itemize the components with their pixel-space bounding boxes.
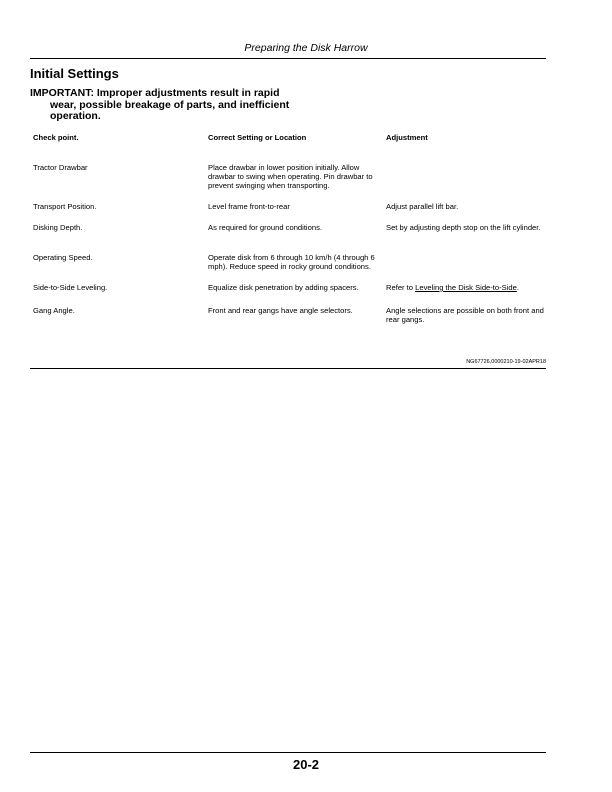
table-cell-adjustment: Set by adjusting depth stop on the lift cylinder.: [386, 223, 541, 232]
table-cell-setting: Front and rear gangs have angle selectors.: [208, 306, 353, 315]
important-notice-line: IMPORTANT: Improper adjustments result in rapid: [30, 87, 280, 99]
adjustment-suffix: .: [516, 283, 519, 292]
table-cell-setting: Place drawbar in lower position initially. Allow drawbar to swing when operating. Pin drawbar to prevent swinging when transporting.: [208, 163, 373, 190]
table-cell-adjustment: [386, 283, 546, 292]
table-cell-check: Disking Depth.: [33, 223, 83, 232]
table-cell-check: Operating Speed.: [33, 253, 93, 262]
adjustment-prefix: Refer to: [386, 283, 416, 292]
important-notice: [30, 88, 300, 123]
table-cell-check: Tractor Drawbar: [33, 163, 88, 172]
section-title: Initial Settings: [30, 66, 119, 81]
column-header-correct-setting: Correct Setting or Location: [208, 133, 307, 142]
footer-divider: [30, 752, 546, 753]
table-cell-setting: Level frame front-to-rear: [208, 202, 290, 211]
running-header: Preparing the Disk Harrow: [244, 42, 368, 54]
column-header-check-point: Check point.: [33, 133, 79, 142]
leveling-side-to-side-link[interactable]: Leveling the Disk Side-to-Side: [415, 283, 517, 292]
table-cell-check: Side-to-Side Leveling.: [33, 283, 108, 292]
document-reference-code: NG67726,0000210-19-02APR18: [466, 359, 546, 365]
table-cell-setting: As required for ground conditions.: [208, 223, 322, 232]
table-cell-adjustment: Angle selections are possible on both front and rear gangs.: [386, 306, 544, 324]
section-end-divider: [30, 368, 546, 369]
column-header-adjustment: Adjustment: [386, 133, 428, 142]
page-number: 20-2: [292, 757, 320, 772]
important-notice-line: wear, possible breakage of parts, and inefficient: [50, 98, 290, 111]
important-notice-line: operation.: [50, 110, 101, 122]
table-cell-setting: Equalize disk penetration by adding spacers.: [208, 283, 359, 292]
header-divider: [30, 58, 546, 59]
table-cell-check: Transport Position.: [33, 202, 97, 211]
table-cell-adjustment: Adjust parallel lift bar.: [386, 202, 459, 211]
table-cell-setting: Operate disk from 6 through 10 km/h (4 through 6 mph). Reduce speed in rocky ground conditions.: [208, 253, 375, 271]
table-cell-check: Gang Angle.: [33, 306, 75, 315]
